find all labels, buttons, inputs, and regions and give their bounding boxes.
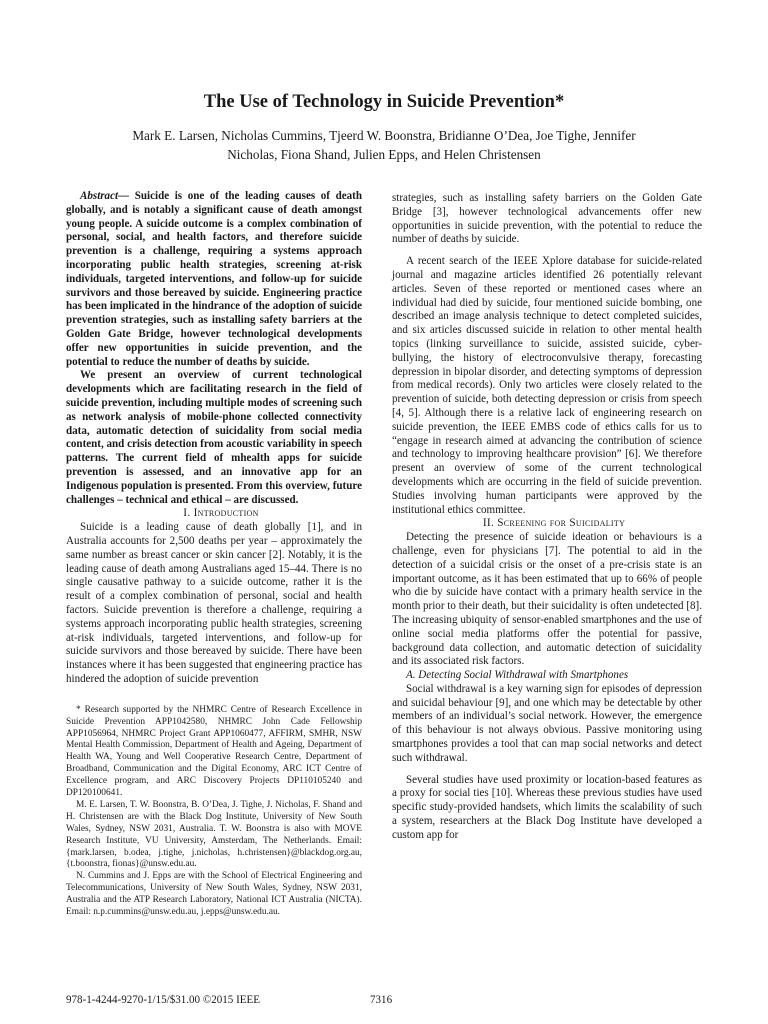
social-paragraph-1: Social withdrawal is a key warning sign for episodes of depression and suicidal behaviour [9], and one which may be detectable by other members of an individual’s social network. However, the emergence of this behaviour is not always obvious. Passive monitoring using smartphones provides a tool that can map social networks and detect such withdrawal.: [392, 682, 702, 764]
section-heading-screening: II. Screening for Suicidality: [482, 517, 626, 530]
screening-paragraph-1: Detecting the presence of suicide ideation or behaviours is a challenge, even for physicians [7]. The potential to aid in the detection of a suicidal crisis or the onset of a pre-crisis state is an important outcome, as it has been estimated that up to 66% of people who die by suicide have contact with a primary health service in the month prior to their death, but their suicidality is often undetected [8]. The increasing ubiquity of sensor-enabled smartphones and the use of online social media platforms offer the potential for passive, background data collection, and automatic detection of suicidality and its associated risk factors.: [392, 531, 702, 668]
paper-title: The Use of Technology in Suicide Prevention*: [203, 92, 565, 112]
left-column: [66, 190, 362, 919]
abstract-paragraph-2: We present an overview of current technological developments which are facilitating research in the field of suicide prevention, including multiple modes of screening such as network analysis of mobile-phone collected connectivity data, automatic detection of suicidality from social media content, and crisis detection from acoustic variability in speech patterns. The current field of mhealth apps for suicide prevention is assessed, and an innovative app for an Indigenous population is presented. From this overview, future challenges – technical and ethical – are discussed.: [66, 369, 362, 506]
intro-continuation: strategies, such as installing safety barriers on the Golden Gate Bridge [3], however technological advancements offer new opportunities in suicide prevention, with the potential to reduce the number of deaths by suicide.: [392, 192, 702, 246]
author-line-1: Mark E. Larsen, Nicholas Cummins, Tjeerd W. Boonstra, Bridianne O’Dea, Joe Tighe, Jennifer: [132, 128, 636, 143]
footnote-affiliation-2: N. Cummins and J. Epps are with the School of Electrical Engineering and Telecommunications, University of New South Wales, Sydney, NSW 2031, Australia and the ATP Research Laboratory, National ICT Australia (NICTA). Email: n.p.cummins@unsw.edu.au, j.epps@unsw.edu.au.: [66, 871, 362, 918]
page-number: 7316: [370, 994, 393, 1006]
section-heading-introduction: I. Introduction: [183, 507, 259, 520]
author-list: [80, 126, 688, 164]
footnotes: [66, 705, 362, 919]
subsection-heading-social-withdrawal: A. Detecting Social Withdrawal with Smartphones: [406, 669, 629, 682]
abstract-paragraph-1: [66, 190, 362, 369]
abstract-label: Abstract—: [80, 190, 130, 202]
footer-isbn: 978-1-4244-9270-1/15/$31.00 ©2015 IEEE: [66, 994, 261, 1006]
author-line-2: Nicholas, Fiona Shand, Julien Epps, and Helen Christensen: [227, 147, 541, 162]
abstract-text-1: Suicide is one of the leading causes of death globally, and is notably a significant cause of death amongst young people. A suicide outcome is a complex combination of personal, social, and health factors, and therefore suicide prevention is a challenge, requiring a systems approach incorporating public health strategies, screening at-risk individuals, targeted interventions, and follow-up for suicide survivors and those bereaved by suicide. Engineering practice has been implicated in the hindrance of the adoption of suicide prevention strategies, such as installing safety barriers at the Golden Gate Bridge, however technological developments offer new opportunities in suicide prevention, and the potential to reduce the number of deaths by suicide.: [66, 190, 362, 368]
abstract: [66, 190, 362, 507]
intro-paragraph-2: A recent search of the IEEE Xplore database for suicide-related journal and magazine articles identified 26 potentially relevant articles. Seven of these reported or mentioned cases where an individual had died by suicide, four mentioned suicide bombing, one described an image analysis technique to detect completed suicides, and six articles discussed suicide in relation to other mental health topics (linking surveillance to suicide, assisted suicide, cyber-bullying, the history of electroconvulsive therapy, forecasting depression in bipolar disorder, and detecting symptoms of depression from medical records). Only two articles were closely related to the prevention of suicide, both detecting depression or crisis from speech [4, 5]. Although there is a relative lack of engineering research on suicide prevention, the IEEE EMBS code of ethics calls for us to “engage in research aimed at advancing the contribution of science and technology to improving healthcare provision” [6]. We therefore present an overview of some of the current technological developments which are occurring in the field of suicide prevention. Studies involving human participants were approved by the institutional ethics committee.: [392, 255, 702, 516]
right-column: [392, 192, 702, 843]
footnote-affiliation-1: M. E. Larsen, T. W. Boonstra, B. O’Dea, J. Tighe, J. Nicholas, F. Shand and H. Christensen are with the Black Dog Institute, University of New South Wales, Sydney, NSW 2031, Australia. T. W. Boonstra is also with MOVE Research Institute, VU University, Amsterdam, The Netherlands. Email: {mark.larsen, b.odea, j.tighe, j.nicholas, h.christensen}@blackdog.org.au, {t.boonstra, fionas}@unsw.edu.au.: [66, 799, 362, 870]
intro-paragraph-1: Suicide is a leading cause of death globally [1], and in Australia accounts for 2,500 deaths per year – approximately the same number as breast cancer or skin cancer [2]. Notably, it is the leading cause of death among Australians aged 15–44. There is no single causative pathway to a suicide outcome, rather it is the result of a complex combination of personal, social and health factors. Suicide prevention is therefore a challenge, requiring a systems approach incorporating public health strategies, screening at-risk individuals, targeted interventions, and follow-up for suicide survivors and those bereaved by suicide. There have been instances where it has been suggested that engineering practice has hindered the adoption of suicide prevention: [66, 521, 363, 685]
footnote-funding: * Research supported by the NHMRC Centre of Research Excellence in Suicide Prevention APP1042580, NHMRC John Cade Fellowship APP1056964, NHMRC Project Grant APP1060477, AFFIRM, SMHR, NSW Mental Health Commission, Department of Health and Ageing, Department of Health WA, Young and Well Cooperative Research Centre, Department of Broadband, Communication and the Digital Economy, ARC ICT Centre of Excellence program, and ARC Discovery Projects DP110105240 and DP120100641.: [66, 704, 362, 799]
social-paragraph-2: Several studies have used proximity or location-based features as a proxy for social ties [10]. Whereas these previous studies have used specific study-provided handsets, which limits the scalability of such a system, researchers at the Black Dog Institute have developed a custom app for: [392, 773, 702, 841]
